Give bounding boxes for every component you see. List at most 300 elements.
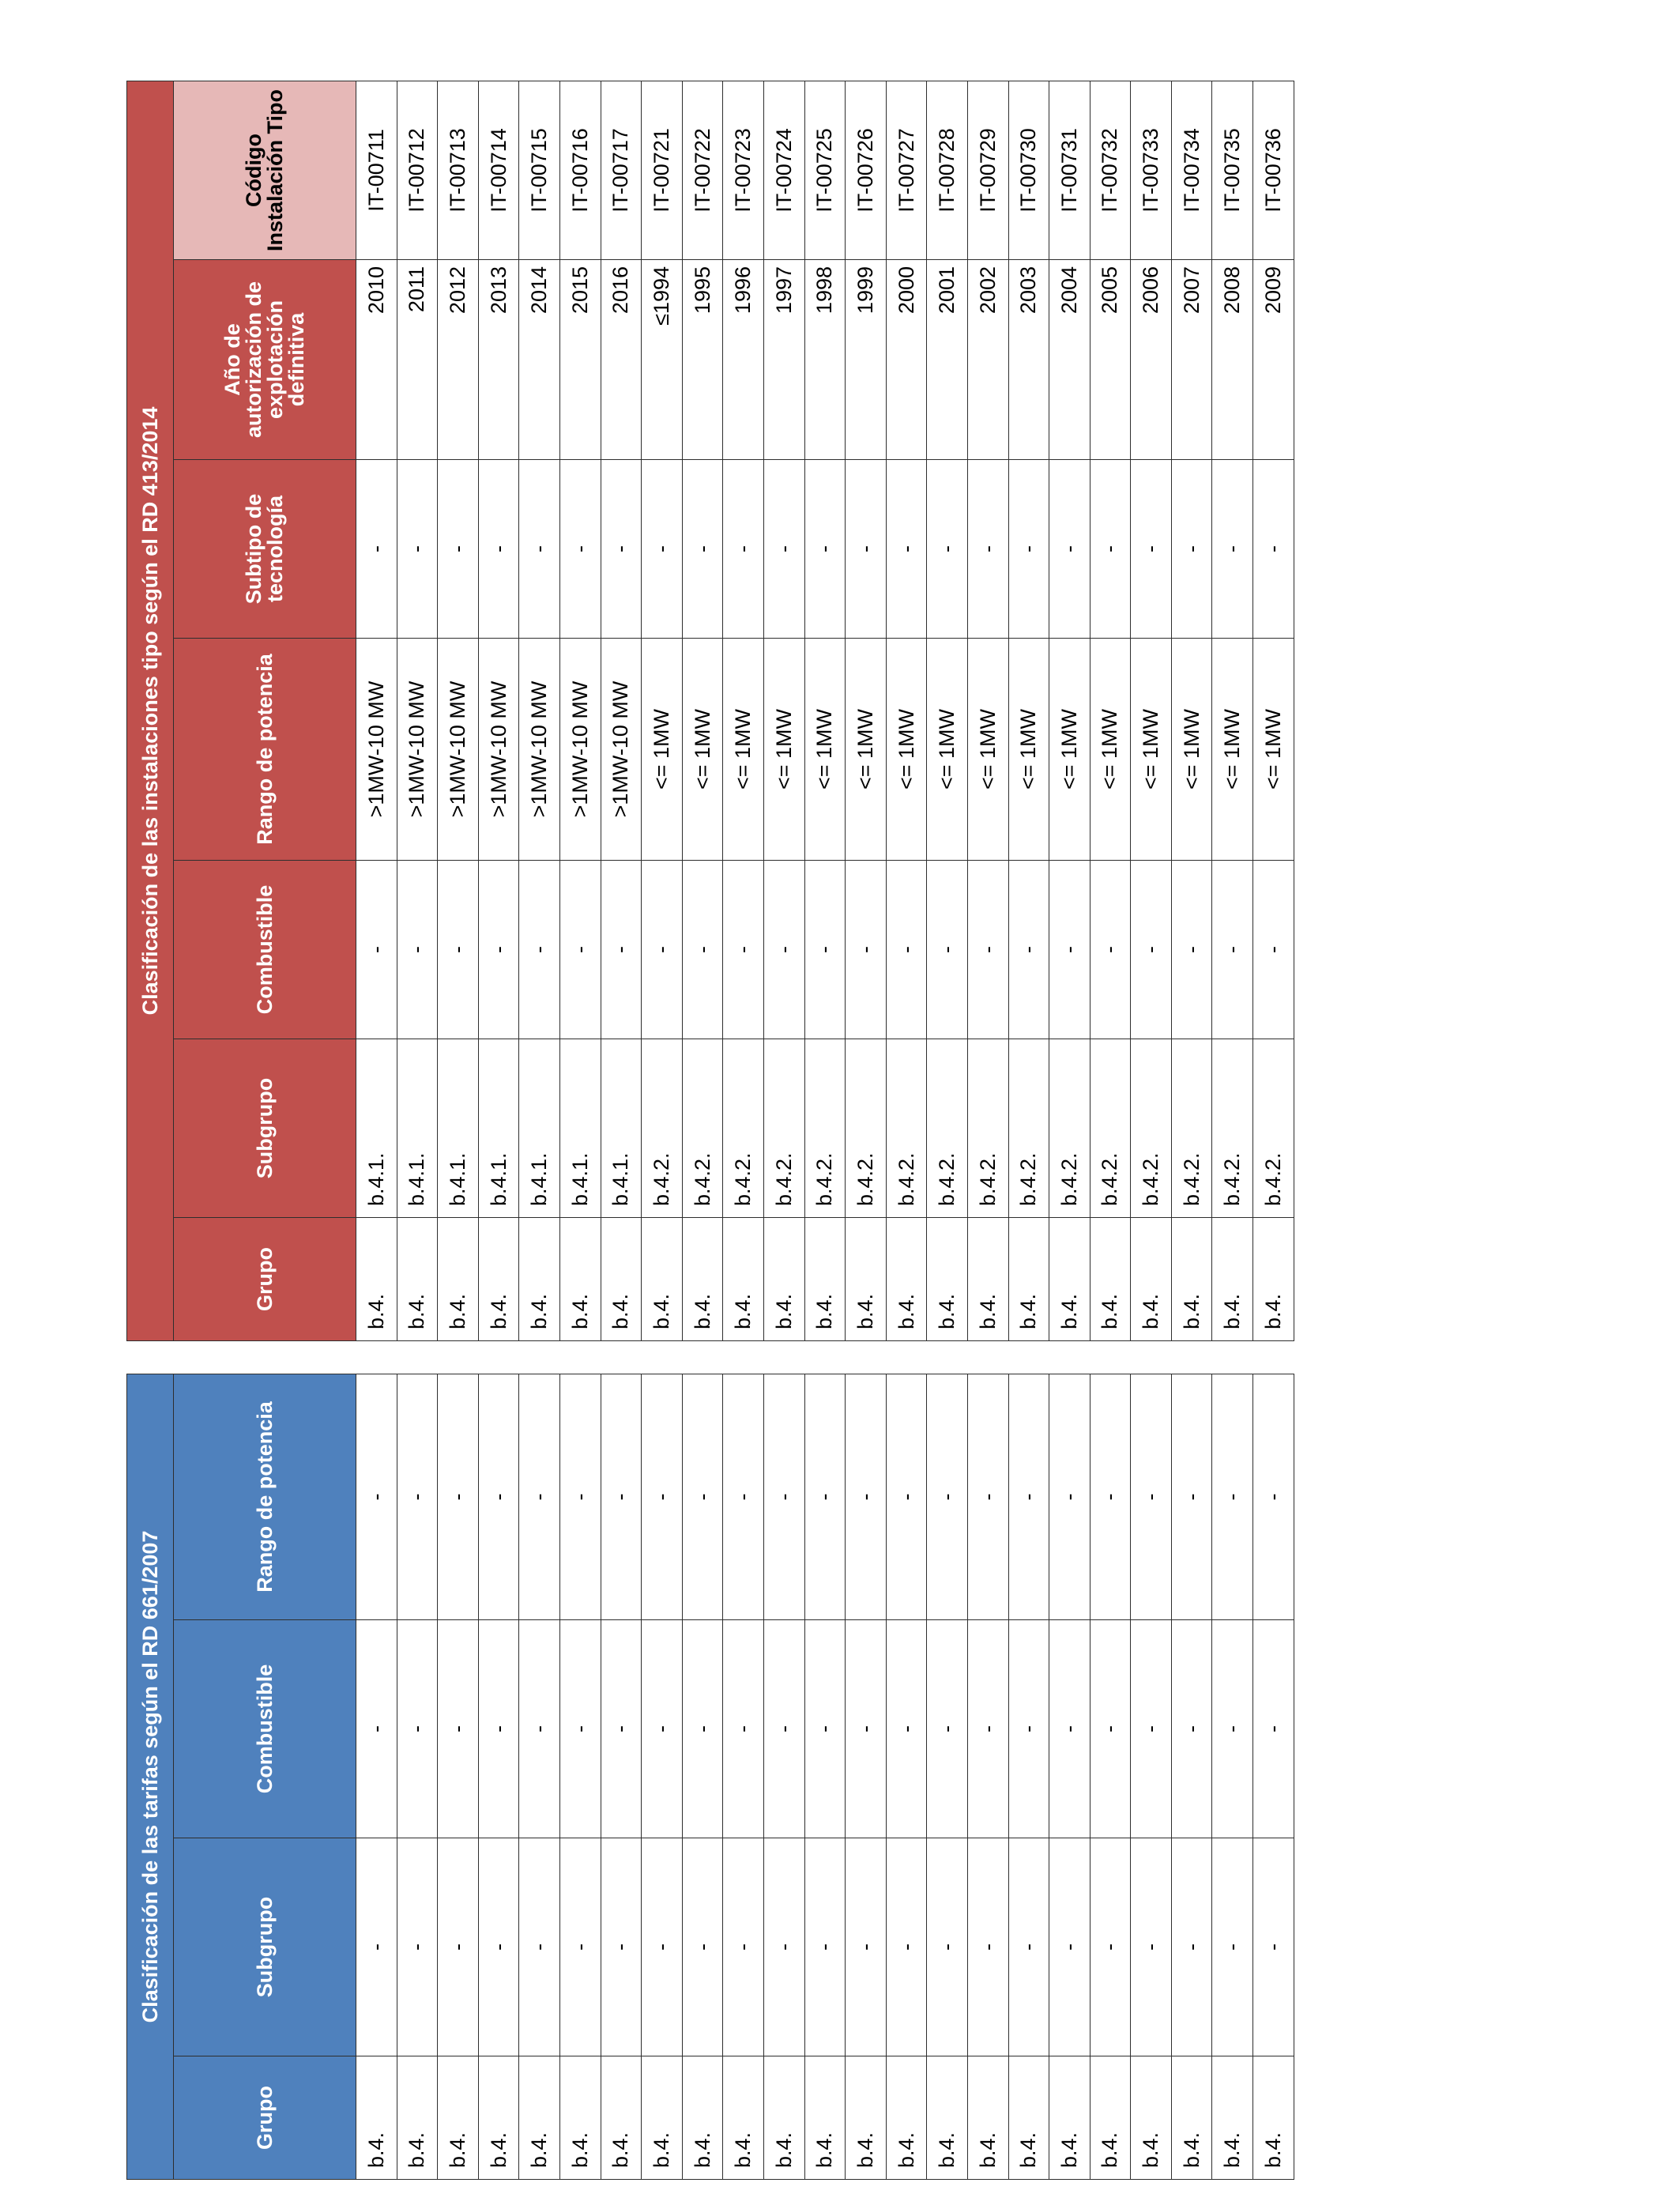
cell-subgrupo: b.4.2. <box>1253 1039 1294 1218</box>
cell-grupo: b.4. <box>1049 1218 1090 1341</box>
cell-subtipo: - <box>601 460 642 639</box>
cell-rango-potencia: - <box>927 1374 968 1620</box>
cell-subtipo: - <box>642 460 683 639</box>
cell-subgrupo: - <box>763 1838 804 2056</box>
cell-grupo: b.4. <box>1171 1218 1212 1341</box>
table-row <box>601 81 642 1341</box>
cell-subgrupo: - <box>1131 1838 1172 2056</box>
table-row <box>804 81 846 1341</box>
cell-subtipo: - <box>356 460 397 639</box>
cell-combustible: - <box>478 1620 519 1838</box>
table-row <box>886 81 927 1341</box>
column-header-subgrupo: Subgrupo <box>174 1039 356 1218</box>
cell-codigo: IT-00714 <box>478 81 519 260</box>
cell-subgrupo: - <box>967 1838 1008 2056</box>
cell-grupo: b.4. <box>1090 1218 1131 1341</box>
cell-combustible: - <box>967 1620 1008 1838</box>
table-row <box>682 81 723 1341</box>
table-row <box>1131 1374 1172 2180</box>
cell-grupo: b.4. <box>519 1218 560 1341</box>
cell-rango-potencia: <= 1MW <box>723 639 764 861</box>
cell-subgrupo: - <box>1171 1838 1212 2056</box>
table-row <box>967 81 1008 1341</box>
table-row <box>519 1374 560 2180</box>
column-header-grupo: Grupo <box>174 2056 356 2180</box>
table-row <box>1171 1374 1212 2180</box>
cell-subgrupo: b.4.2. <box>1131 1039 1172 1218</box>
cell-anio: ≤1994 <box>642 260 683 460</box>
cell-codigo: IT-00722 <box>682 81 723 260</box>
table-body <box>356 81 1294 1341</box>
cell-subgrupo: b.4.1. <box>559 1039 601 1218</box>
table-body <box>356 1374 1294 2180</box>
cell-rango-potencia: - <box>356 1374 397 1620</box>
table-row <box>559 81 601 1341</box>
table-row <box>927 1374 968 2180</box>
table-row <box>1171 81 1212 1341</box>
cell-subtipo: - <box>1008 460 1049 639</box>
cell-subgrupo: b.4.2. <box>886 1039 927 1218</box>
cell-subgrupo: - <box>1212 1838 1253 2056</box>
cell-rango-potencia: - <box>1253 1374 1294 1620</box>
cell-codigo: IT-00723 <box>723 81 764 260</box>
cell-subgrupo: b.4.2. <box>967 1039 1008 1218</box>
cell-subgrupo: - <box>886 1838 927 2056</box>
cell-codigo: IT-00715 <box>519 81 560 260</box>
cell-subtipo: - <box>519 460 560 639</box>
cell-grupo: b.4. <box>642 2056 683 2180</box>
cell-rango-potencia: <= 1MW <box>682 639 723 861</box>
cell-rango-potencia: <= 1MW <box>804 639 846 861</box>
cell-grupo: b.4. <box>846 2056 887 2180</box>
column-header-subtipo-tecnologia: Subtipo de tecnología <box>174 460 356 639</box>
cell-subgrupo: - <box>804 1838 846 2056</box>
cell-subgrupo: - <box>478 1838 519 2056</box>
cell-combustible: - <box>763 1620 804 1838</box>
cell-rango-potencia: >1MW-10 MW <box>601 639 642 861</box>
cell-rango-potencia: - <box>723 1374 764 1620</box>
cell-codigo: IT-00733 <box>1131 81 1172 260</box>
cell-combustible: - <box>559 861 601 1039</box>
table-row <box>1090 1374 1131 2180</box>
cell-subgrupo: b.4.2. <box>723 1039 764 1218</box>
table-row <box>763 1374 804 2180</box>
table-row <box>1131 81 1172 1341</box>
cell-subgrupo: b.4.1. <box>356 1039 397 1218</box>
cell-grupo: b.4. <box>559 2056 601 2180</box>
table-row <box>682 1374 723 2180</box>
cell-grupo: b.4. <box>1008 2056 1049 2180</box>
cell-subgrupo: - <box>397 1838 438 2056</box>
cell-subgrupo: - <box>927 1838 968 2056</box>
cell-rango-potencia: - <box>397 1374 438 1620</box>
cell-combustible: - <box>601 861 642 1039</box>
cell-combustible: - <box>763 861 804 1039</box>
cell-combustible: - <box>723 861 764 1039</box>
cell-combustible: - <box>967 861 1008 1039</box>
cell-anio: 1995 <box>682 260 723 460</box>
cell-rango-potencia: <= 1MW <box>846 639 887 861</box>
cell-combustible: - <box>642 1620 683 1838</box>
cell-anio: 1998 <box>804 260 846 460</box>
cell-codigo: IT-00735 <box>1212 81 1253 260</box>
cell-grupo: b.4. <box>601 2056 642 2180</box>
cell-subgrupo: b.4.2. <box>927 1039 968 1218</box>
table-row <box>1008 1374 1049 2180</box>
cell-subtipo: - <box>397 460 438 639</box>
cell-rango-potencia: - <box>1049 1374 1090 1620</box>
cell-subtipo: - <box>1090 460 1131 639</box>
cell-rango-potencia: - <box>967 1374 1008 1620</box>
cell-subtipo: - <box>559 460 601 639</box>
cell-combustible: - <box>1049 861 1090 1039</box>
cell-combustible: - <box>438 861 479 1039</box>
table-row <box>763 81 804 1341</box>
table-row <box>642 1374 683 2180</box>
cell-combustible: - <box>356 861 397 1039</box>
cell-anio: 2001 <box>927 260 968 460</box>
cell-codigo: IT-00730 <box>1008 81 1049 260</box>
cell-anio: 2000 <box>886 260 927 460</box>
table-title: Clasificación de las tarifas según el RD 661/2007 <box>127 1374 174 2180</box>
table-row <box>559 1374 601 2180</box>
cell-combustible: - <box>886 861 927 1039</box>
cell-subgrupo: b.4.1. <box>601 1039 642 1218</box>
cell-combustible: - <box>886 1620 927 1838</box>
cell-subtipo: - <box>927 460 968 639</box>
cell-combustible: - <box>927 861 968 1039</box>
cell-subgrupo: b.4.2. <box>1212 1039 1253 1218</box>
cell-codigo: IT-00734 <box>1171 81 1212 260</box>
cell-grupo: b.4. <box>927 1218 968 1341</box>
cell-subtipo: - <box>1049 460 1090 639</box>
table-row <box>519 81 560 1341</box>
cell-subgrupo: - <box>356 1838 397 2056</box>
cell-combustible: - <box>601 1620 642 1838</box>
table-row <box>478 81 519 1341</box>
table-row <box>723 81 764 1341</box>
cell-combustible: - <box>519 1620 560 1838</box>
cell-rango-potencia: - <box>763 1374 804 1620</box>
cell-rango-potencia: - <box>478 1374 519 1620</box>
cell-codigo: IT-00732 <box>1090 81 1131 260</box>
cell-codigo: IT-00716 <box>559 81 601 260</box>
cell-grupo: b.4. <box>682 2056 723 2180</box>
cell-combustible: - <box>723 1620 764 1838</box>
cell-subgrupo: b.4.2. <box>804 1039 846 1218</box>
cell-rango-potencia: <= 1MW <box>1212 639 1253 861</box>
table-row <box>356 1374 397 2180</box>
cell-combustible: - <box>846 861 887 1039</box>
table-row <box>886 1374 927 2180</box>
cell-subgrupo: - <box>642 1838 683 2056</box>
cell-combustible: - <box>1008 1620 1049 1838</box>
table-row <box>927 81 968 1341</box>
cell-subtipo: - <box>886 460 927 639</box>
cell-combustible: - <box>682 861 723 1039</box>
cell-rango-potencia: <= 1MW <box>642 639 683 861</box>
cell-rango-potencia: - <box>519 1374 560 1620</box>
cell-grupo: b.4. <box>1253 1218 1294 1341</box>
cell-subtipo: - <box>723 460 764 639</box>
cell-grupo: b.4. <box>478 2056 519 2180</box>
cell-combustible: - <box>1171 861 1212 1039</box>
cell-grupo: b.4. <box>763 2056 804 2180</box>
cell-subgrupo: - <box>601 1838 642 2056</box>
cell-anio: 2013 <box>478 260 519 460</box>
cell-grupo: b.4. <box>642 1218 683 1341</box>
cell-grupo: b.4. <box>356 1218 397 1341</box>
cell-rango-potencia: - <box>682 1374 723 1620</box>
cell-rango-potencia: <= 1MW <box>1131 639 1172 861</box>
cell-anio: 2012 <box>438 260 479 460</box>
cell-rango-potencia: - <box>886 1374 927 1620</box>
cell-grupo: b.4. <box>967 1218 1008 1341</box>
cell-rango-potencia: - <box>1171 1374 1212 1620</box>
cell-rango-potencia: - <box>1131 1374 1172 1620</box>
cell-anio: 2004 <box>1049 260 1090 460</box>
cell-subgrupo: - <box>1008 1838 1049 2056</box>
cell-rango-potencia: <= 1MW <box>1090 639 1131 861</box>
cell-grupo: b.4. <box>763 1218 804 1341</box>
table-row <box>1049 81 1090 1341</box>
cell-grupo: b.4. <box>1049 2056 1090 2180</box>
cell-grupo: b.4. <box>682 1218 723 1341</box>
cell-codigo: IT-00729 <box>967 81 1008 260</box>
table-row <box>1212 81 1253 1341</box>
cell-subtipo: - <box>438 460 479 639</box>
column-header-codigo-instalacion: Código Instalación Tipo <box>174 81 356 260</box>
cell-codigo: IT-00711 <box>356 81 397 260</box>
cell-grupo: b.4. <box>967 2056 1008 2180</box>
cell-combustible: - <box>804 861 846 1039</box>
cell-combustible: - <box>1253 1620 1294 1838</box>
cell-rango-potencia: - <box>1090 1374 1131 1620</box>
cell-combustible: - <box>1131 1620 1172 1838</box>
cell-anio: 2002 <box>967 260 1008 460</box>
cell-subgrupo: b.4.1. <box>397 1039 438 1218</box>
cell-subtipo: - <box>682 460 723 639</box>
cell-grupo: b.4. <box>1131 1218 1172 1341</box>
cell-rango-potencia: <= 1MW <box>1049 639 1090 861</box>
table-row <box>438 1374 479 2180</box>
cell-rango-potencia: - <box>642 1374 683 1620</box>
cell-rango-potencia: <= 1MW <box>1008 639 1049 861</box>
table-row <box>642 81 683 1341</box>
cell-subgrupo: b.4.2. <box>1090 1039 1131 1218</box>
cell-anio: 1997 <box>763 260 804 460</box>
cell-subgrupo: - <box>438 1838 479 2056</box>
cell-rango-potencia: - <box>559 1374 601 1620</box>
cell-subtipo: - <box>763 460 804 639</box>
cell-grupo: b.4. <box>1008 1218 1049 1341</box>
cell-grupo: b.4. <box>1131 2056 1172 2180</box>
cell-grupo: b.4. <box>804 1218 846 1341</box>
table-title: Clasificación de las instalaciones tipo según el RD 413/2014 <box>127 81 174 1341</box>
cell-subtipo: - <box>1212 460 1253 639</box>
column-header-grupo: Grupo <box>174 1218 356 1341</box>
cell-grupo: b.4. <box>1090 2056 1131 2180</box>
cell-subgrupo: b.4.2. <box>846 1039 887 1218</box>
cell-rango-potencia: - <box>846 1374 887 1620</box>
cell-subgrupo: b.4.2. <box>1008 1039 1049 1218</box>
cell-subgrupo: - <box>1090 1838 1131 2056</box>
cell-anio: 2008 <box>1212 260 1253 460</box>
cell-subgrupo: b.4.2. <box>682 1039 723 1218</box>
cell-rango-potencia: <= 1MW <box>967 639 1008 861</box>
cell-grupo: b.4. <box>846 1218 887 1341</box>
cell-subgrupo: - <box>682 1838 723 2056</box>
cell-anio: 2003 <box>1008 260 1049 460</box>
cell-rango-potencia: >1MW-10 MW <box>356 639 397 861</box>
cell-rango-potencia: >1MW-10 MW <box>397 639 438 861</box>
cell-anio: 2007 <box>1171 260 1212 460</box>
cell-anio: 2016 <box>601 260 642 460</box>
cell-grupo: b.4. <box>519 2056 560 2180</box>
cell-combustible: - <box>846 1620 887 1838</box>
cell-combustible: - <box>397 1620 438 1838</box>
table-rd413 <box>126 81 1294 1341</box>
cell-rango-potencia: >1MW-10 MW <box>519 639 560 861</box>
cell-subtipo: - <box>478 460 519 639</box>
cell-subtipo: - <box>846 460 887 639</box>
cell-rango-potencia: - <box>438 1374 479 1620</box>
cell-codigo: IT-00724 <box>763 81 804 260</box>
table-row <box>1090 81 1131 1341</box>
table-row <box>804 1374 846 2180</box>
cell-codigo: IT-00725 <box>804 81 846 260</box>
cell-grupo: b.4. <box>559 1218 601 1341</box>
cell-rango-potencia: >1MW-10 MW <box>478 639 519 861</box>
cell-subgrupo: - <box>846 1838 887 2056</box>
cell-subgrupo: b.4.1. <box>438 1039 479 1218</box>
column-header-subgrupo: Subgrupo <box>174 1838 356 2056</box>
cell-grupo: b.4. <box>1171 2056 1212 2180</box>
cell-codigo: IT-00717 <box>601 81 642 260</box>
cell-subtipo: - <box>967 460 1008 639</box>
table-row <box>397 81 438 1341</box>
cell-subtipo: - <box>1253 460 1294 639</box>
cell-codigo: IT-00721 <box>642 81 683 260</box>
table-row <box>478 1374 519 2180</box>
cell-rango-potencia: <= 1MW <box>763 639 804 861</box>
cell-grupo: b.4. <box>438 1218 479 1341</box>
cell-combustible: - <box>438 1620 479 1838</box>
cell-combustible: - <box>804 1620 846 1838</box>
table-row <box>397 1374 438 2180</box>
cell-subtipo: - <box>804 460 846 639</box>
cell-rango-potencia: - <box>1008 1374 1049 1620</box>
cell-codigo: IT-00713 <box>438 81 479 260</box>
column-header-combustible: Combustible <box>174 861 356 1039</box>
cell-subgrupo: b.4.2. <box>1049 1039 1090 1218</box>
cell-grupo: b.4. <box>1212 2056 1253 2180</box>
cell-anio: 1996 <box>723 260 764 460</box>
cell-combustible: - <box>1253 861 1294 1039</box>
cell-subgrupo: - <box>723 1838 764 2056</box>
cell-subgrupo: b.4.2. <box>642 1039 683 1218</box>
cell-codigo: IT-00728 <box>927 81 968 260</box>
cell-combustible: - <box>927 1620 968 1838</box>
cell-combustible: - <box>1090 861 1131 1039</box>
table-row <box>1049 1374 1090 2180</box>
column-header-rango-potencia: Rango de potencia <box>174 639 356 861</box>
column-header-anio-autorizacion: Año de autorización de explotación definitiva <box>174 260 356 460</box>
cell-anio: 2011 <box>397 260 438 460</box>
column-header-rango-potencia: Rango de potencia <box>174 1374 356 1620</box>
cell-grupo: b.4. <box>886 2056 927 2180</box>
cell-anio: 2006 <box>1131 260 1172 460</box>
cell-grupo: b.4. <box>886 1218 927 1341</box>
table-row <box>846 81 887 1341</box>
cell-subtipo: - <box>1171 460 1212 639</box>
table-row <box>1212 1374 1253 2180</box>
cell-subgrupo: - <box>519 1838 560 2056</box>
cell-subgrupo: - <box>1253 1838 1294 2056</box>
cell-combustible: - <box>1131 861 1172 1039</box>
cell-rango-potencia: <= 1MW <box>927 639 968 861</box>
table-row <box>846 1374 887 2180</box>
table-row <box>967 1374 1008 2180</box>
table-row <box>1253 81 1294 1341</box>
cell-combustible: - <box>1212 861 1253 1039</box>
cell-rango-potencia: - <box>804 1374 846 1620</box>
cell-grupo: b.4. <box>356 2056 397 2180</box>
cell-codigo: IT-00727 <box>886 81 927 260</box>
cell-combustible: - <box>397 861 438 1039</box>
cell-rango-potencia: <= 1MW <box>1171 639 1212 861</box>
cell-combustible: - <box>559 1620 601 1838</box>
cell-combustible: - <box>1212 1620 1253 1838</box>
cell-subgrupo: - <box>559 1838 601 2056</box>
cell-anio: 2015 <box>559 260 601 460</box>
cell-grupo: b.4. <box>438 2056 479 2180</box>
cell-codigo: IT-00726 <box>846 81 887 260</box>
cell-combustible: - <box>478 861 519 1039</box>
cell-subgrupo: b.4.1. <box>478 1039 519 1218</box>
cell-rango-potencia: <= 1MW <box>886 639 927 861</box>
table-row <box>601 1374 642 2180</box>
cell-subgrupo: b.4.1. <box>519 1039 560 1218</box>
cell-subgrupo: b.4.2. <box>1171 1039 1212 1218</box>
cell-subgrupo: - <box>1049 1838 1090 2056</box>
cell-combustible: - <box>519 861 560 1039</box>
cell-combustible: - <box>1008 861 1049 1039</box>
cell-combustible: - <box>1171 1620 1212 1838</box>
cell-rango-potencia: - <box>601 1374 642 1620</box>
table-row <box>1008 81 1049 1341</box>
table-rd661 <box>126 1374 1294 2180</box>
cell-grupo: b.4. <box>723 1218 764 1341</box>
cell-rango-potencia: - <box>1212 1374 1253 1620</box>
cell-grupo: b.4. <box>397 2056 438 2180</box>
column-header-combustible: Combustible <box>174 1620 356 1838</box>
table-row <box>1253 1374 1294 2180</box>
table-row <box>438 81 479 1341</box>
cell-anio: 2005 <box>1090 260 1131 460</box>
table-row <box>723 1374 764 2180</box>
table-row <box>356 81 397 1341</box>
cell-combustible: - <box>356 1620 397 1838</box>
cell-codigo: IT-00736 <box>1253 81 1294 260</box>
cell-subtipo: - <box>1131 460 1172 639</box>
cell-grupo: b.4. <box>723 2056 764 2180</box>
cell-anio: 2010 <box>356 260 397 460</box>
cell-combustible: - <box>682 1620 723 1838</box>
cell-grupo: b.4. <box>804 2056 846 2180</box>
cell-grupo: b.4. <box>927 2056 968 2180</box>
cell-codigo: IT-00712 <box>397 81 438 260</box>
